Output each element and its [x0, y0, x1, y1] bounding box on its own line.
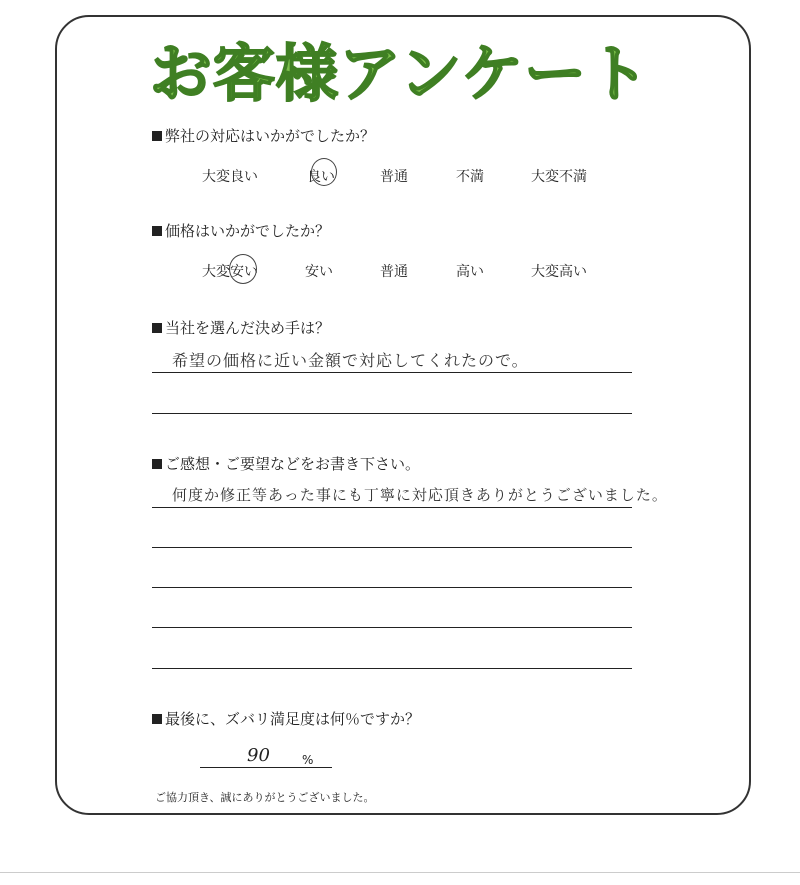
- satisfaction-line: [200, 767, 332, 768]
- question-3: [152, 317, 330, 338]
- question-2-label: 価格はいかがでしたか？: [165, 222, 331, 240]
- answer-line: [152, 372, 632, 373]
- scan-edge-line: [0, 872, 800, 873]
- selection-circle: [311, 158, 337, 186]
- question-2: [152, 220, 330, 241]
- q1-option-2[interactable]: 良い: [307, 169, 335, 185]
- answer-line: [152, 668, 632, 669]
- square-bullet-icon: [152, 323, 162, 333]
- survey-title: お客様アンケート: [149, 37, 651, 110]
- q1-option-4[interactable]: 不満: [456, 169, 484, 185]
- square-bullet-icon: [152, 226, 162, 236]
- question-4: [152, 453, 420, 474]
- question-1: [152, 125, 375, 146]
- selection-circle: [229, 254, 257, 284]
- q2-option-5[interactable]: 大変高い: [531, 264, 587, 280]
- thank-you-footer: ご協力頂き、誠にありがとうございました。: [155, 791, 375, 804]
- percent-unit: %: [302, 753, 314, 767]
- question-1-label: 弊社の対応はいかがでしたか？: [165, 127, 376, 145]
- answer-line: [152, 507, 632, 508]
- question-5: [152, 708, 420, 729]
- answer-line: [152, 413, 632, 414]
- answer-line: [152, 587, 632, 588]
- satisfaction-value[interactable]: 90: [247, 745, 270, 766]
- q2-option-1[interactable]: 大変安い: [202, 264, 258, 280]
- q3-answer[interactable]: 希望の価格に近い金額で対応してくれたので。: [172, 351, 529, 370]
- answer-line: [152, 547, 632, 548]
- question-4-label: ご感想・ご要望などをお書き下さい。: [165, 455, 421, 473]
- square-bullet-icon: [152, 459, 162, 469]
- q2-option-2[interactable]: 安い: [305, 264, 333, 280]
- answer-line: [152, 627, 632, 628]
- square-bullet-icon: [152, 131, 162, 141]
- q1-option-5[interactable]: 大変不満: [531, 169, 587, 185]
- q1-option-1[interactable]: 大変良い: [202, 169, 258, 185]
- q2-option-4[interactable]: 高い: [456, 264, 484, 280]
- q1-option-3[interactable]: 普通: [380, 169, 408, 185]
- question-5-label: 最後に、ズバリ満足度は何％ですか？: [165, 710, 421, 728]
- question-3-label: 当社を選んだ決め手は？: [165, 319, 331, 337]
- q4-answer[interactable]: 何度か修正等あった事にも丁寧に対応頂きありがとうございました。: [172, 486, 668, 504]
- square-bullet-icon: [152, 714, 162, 724]
- q2-option-3[interactable]: 普通: [380, 264, 408, 280]
